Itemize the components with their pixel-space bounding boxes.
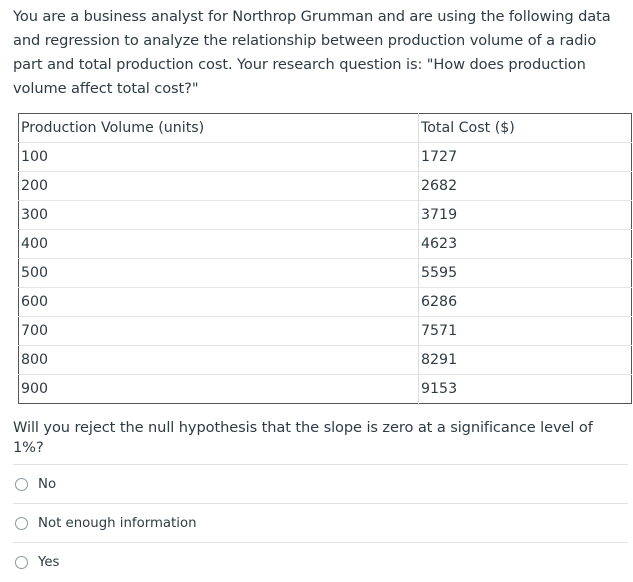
cell-volume: 500 bbox=[19, 259, 419, 288]
radio-button[interactable] bbox=[15, 556, 28, 569]
radio-button[interactable] bbox=[15, 478, 28, 491]
cell-volume: 800 bbox=[19, 346, 419, 375]
cell-cost: 8291 bbox=[419, 346, 632, 375]
cell-volume: 700 bbox=[19, 317, 419, 346]
answer-option-yes[interactable] bbox=[13, 542, 628, 581]
table-row bbox=[19, 201, 632, 230]
cell-cost: 1727 bbox=[419, 143, 632, 172]
cell-cost: 2682 bbox=[419, 172, 632, 201]
table-row bbox=[19, 143, 632, 172]
cell-volume: 100 bbox=[19, 143, 419, 172]
radio-button[interactable] bbox=[15, 517, 28, 530]
cell-cost: 5595 bbox=[419, 259, 632, 288]
answer-label: Yes bbox=[38, 554, 60, 570]
cell-cost: 9153 bbox=[421, 381, 458, 397]
header-production-volume: Production Volume (units) bbox=[19, 114, 419, 143]
question-intro: You are a business analyst for Northrop Grumman and are using the following data and regression to analyze the relationship between production volume of a radio part and total production cost. Your research question is: "How does production volume affect total cost?" bbox=[13, 8, 611, 97]
question-prompt: Will you reject the null hypothesis that the slope is zero at a significance level of 1%? bbox=[13, 419, 593, 456]
header-total-cost: Total Cost ($) bbox=[419, 114, 632, 143]
answer-option-no[interactable] bbox=[13, 464, 628, 503]
table-header-row bbox=[19, 114, 632, 143]
data-table bbox=[18, 113, 632, 404]
table-row bbox=[19, 288, 632, 317]
answer-option-not-enough-information[interactable] bbox=[13, 503, 628, 542]
answer-label: Not enough information bbox=[38, 515, 197, 531]
cell-volume: 400 bbox=[19, 230, 419, 259]
table-row bbox=[19, 172, 632, 201]
cell-volume: 600 bbox=[19, 288, 419, 317]
cell-cost: 4623 bbox=[419, 230, 632, 259]
table-row bbox=[19, 346, 632, 375]
cell-volume: 200 bbox=[19, 172, 419, 201]
cell-cost: 6286 bbox=[419, 288, 632, 317]
cell-cost: 7571 bbox=[419, 317, 632, 346]
cell-volume: 300 bbox=[19, 201, 419, 230]
table-row bbox=[19, 259, 632, 288]
answer-label: No bbox=[38, 476, 57, 492]
table-row bbox=[19, 375, 632, 404]
table-row bbox=[19, 230, 632, 259]
answer-choices bbox=[13, 464, 628, 581]
cell-cost: 3719 bbox=[419, 201, 632, 230]
cell-volume: 900 bbox=[19, 375, 419, 404]
table-row bbox=[19, 317, 632, 346]
